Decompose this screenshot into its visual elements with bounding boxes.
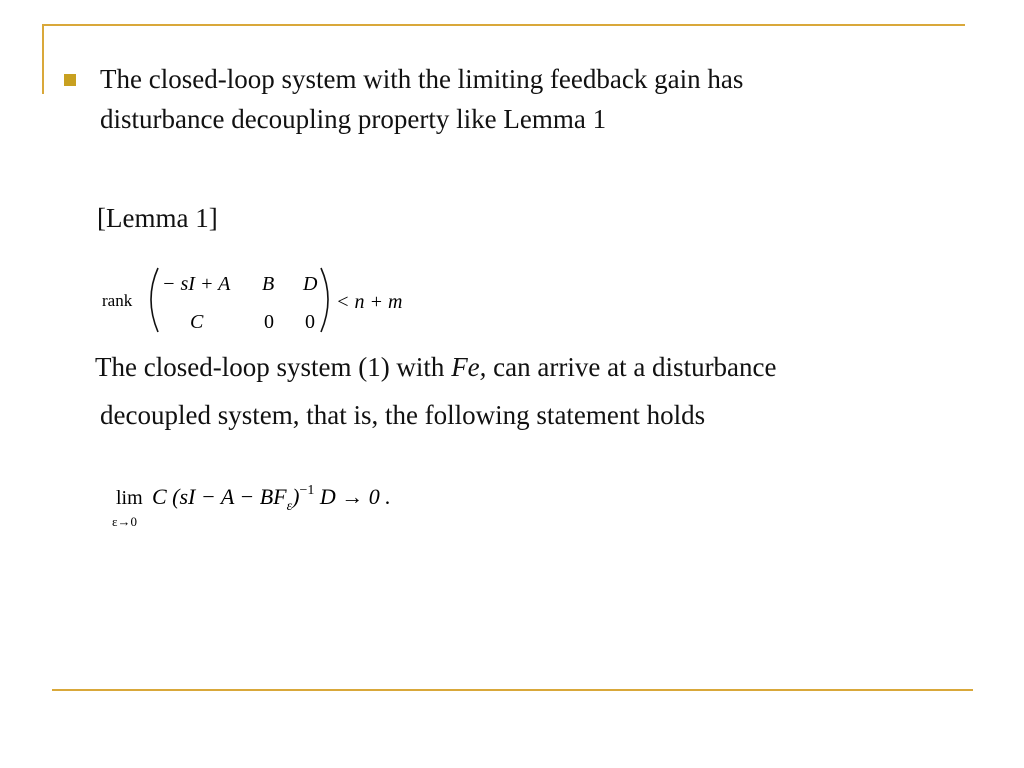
limit-expr-pre: C (sI − A − BF: [152, 484, 287, 509]
matrix-r1c2: B: [262, 273, 275, 295]
limit-expr-post: D → 0 .: [314, 484, 391, 509]
limit-equation: [100, 474, 460, 534]
bottom-rule: [52, 689, 973, 691]
bullet-paragraph: [100, 59, 743, 139]
left-rule: [42, 24, 44, 94]
matrix-r1c3: D: [303, 273, 318, 295]
bullet-square-icon: [64, 74, 76, 86]
bullet-line-1: The closed-loop system with the limiting feedback gain has: [100, 64, 744, 94]
top-rule: [42, 24, 965, 26]
left-paren: [151, 268, 158, 332]
rank-operator: rank: [102, 291, 133, 310]
limit-expression: [152, 483, 391, 514]
bullet-line-2: disturbance decoupling property like Lemma 1: [100, 104, 607, 134]
rank-rhs: < n + m: [336, 291, 403, 313]
matrix-r1c1: − sI + A: [162, 273, 231, 295]
matrix-r2c2: 0: [264, 311, 274, 333]
statement-line-2: decoupled system, that is, the following statement holds: [100, 400, 706, 430]
limit-expr-sup: −1: [299, 483, 315, 498]
limit-expr-sub: ε: [286, 499, 293, 514]
rank-equation: [100, 262, 420, 337]
statement-line-1-italic: Fe,: [451, 352, 487, 382]
statement-line-1: [95, 347, 777, 387]
matrix-r2c1: C: [190, 311, 204, 333]
limit-expr-mid: ): [292, 484, 300, 509]
statement-line-1-after: can arrive at a disturbance: [486, 352, 777, 382]
statement-line-1-before: The closed-loop system (1) with: [95, 352, 452, 382]
lim-subscript: ε→0: [112, 514, 137, 529]
lemma-label: [Lemma 1]: [97, 203, 218, 233]
right-paren: [321, 268, 328, 332]
lim-operator: lim: [116, 487, 143, 509]
matrix-r2c3: 0: [305, 311, 315, 333]
